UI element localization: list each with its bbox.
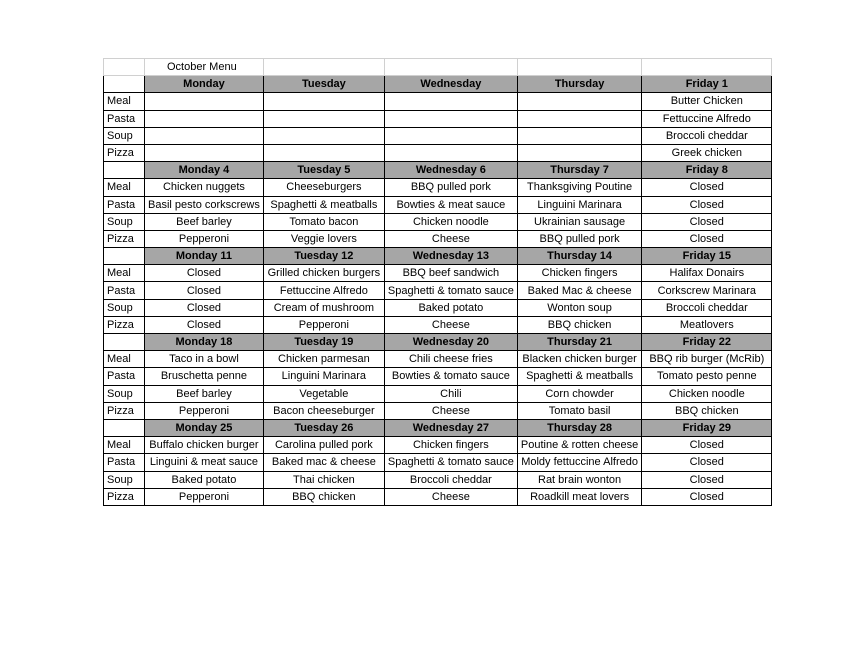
category-label: Pasta	[104, 196, 145, 213]
menu-item-cell: Closed	[145, 282, 264, 299]
menu-item-cell	[145, 93, 264, 110]
menu-item-cell: Linguini Marinara	[517, 196, 641, 213]
menu-item-cell: Closed	[145, 299, 264, 316]
title-row	[104, 59, 772, 76]
day-header: Monday	[145, 76, 264, 93]
menu-item-cell	[145, 144, 264, 161]
menu-item-cell: Roadkill meat lovers	[517, 488, 641, 505]
menu-item-cell: Baked potato	[384, 299, 517, 316]
menu-item-cell: Chili	[384, 385, 517, 402]
week-header-row	[104, 248, 772, 265]
menu-row-pizza	[104, 402, 772, 419]
menu-item-cell: Thanksgiving Poutine	[517, 179, 641, 196]
week-header-corner	[104, 248, 145, 265]
menu-item-cell	[145, 127, 264, 144]
week-header-row	[104, 334, 772, 351]
menu-item-cell: BBQ chicken	[517, 316, 641, 333]
menu-item-cell: Bacon cheeseburger	[263, 402, 384, 419]
menu-row-pizza	[104, 144, 772, 161]
week-header-corner	[104, 162, 145, 179]
menu-item-cell: Cheese	[384, 230, 517, 247]
menu-row-meal	[104, 93, 772, 110]
menu-item-cell: Veggie lovers	[263, 230, 384, 247]
menu-item-cell: Baked potato	[145, 471, 264, 488]
menu-item-cell: Bowties & meat sauce	[384, 196, 517, 213]
menu-row-pizza	[104, 316, 772, 333]
menu-row-meal	[104, 437, 772, 454]
menu-item-cell: Beef barley	[145, 385, 264, 402]
category-label: Soup	[104, 299, 145, 316]
menu-item-cell: Closed	[145, 316, 264, 333]
category-label: Pizza	[104, 316, 145, 333]
menu-item-cell	[263, 127, 384, 144]
menu-item-cell: Basil pesto corkscrews	[145, 196, 264, 213]
category-label: Meal	[104, 437, 145, 454]
menu-item-cell: Fettuccine Alfredo	[642, 110, 772, 127]
week-header-corner	[104, 419, 145, 436]
menu-item-cell: Closed	[642, 213, 772, 230]
menu-item-cell: Cheeseburgers	[263, 179, 384, 196]
menu-item-cell: Closed	[642, 179, 772, 196]
menu-item-cell: BBQ pulled pork	[517, 230, 641, 247]
category-label: Pizza	[104, 144, 145, 161]
day-header: Thursday 14	[517, 248, 641, 265]
title-blank-cell	[517, 59, 641, 76]
day-header: Monday 25	[145, 419, 264, 436]
menu-item-cell: Wonton soup	[517, 299, 641, 316]
menu-item-cell	[263, 110, 384, 127]
menu-row-soup	[104, 127, 772, 144]
menu-item-cell: Meatlovers	[642, 316, 772, 333]
menu-item-cell: Cream of mushroom	[263, 299, 384, 316]
menu-item-cell: Closed	[642, 454, 772, 471]
menu-item-cell: Pepperoni	[145, 488, 264, 505]
category-label: Meal	[104, 93, 145, 110]
menu-item-cell: BBQ chicken	[263, 488, 384, 505]
menu-row-pizza	[104, 488, 772, 505]
day-header: Thursday 21	[517, 334, 641, 351]
menu-row-meal	[104, 351, 772, 368]
menu-item-cell: Corkscrew Marinara	[642, 282, 772, 299]
menu-item-cell	[384, 144, 517, 161]
menu-item-cell	[384, 127, 517, 144]
day-header: Friday 8	[642, 162, 772, 179]
category-label: Meal	[104, 265, 145, 282]
menu-item-cell: Butter Chicken	[642, 93, 772, 110]
menu-item-cell: Corn chowder	[517, 385, 641, 402]
menu-item-cell: Baked Mac & cheese	[517, 282, 641, 299]
menu-item-cell: Tomato bacon	[263, 213, 384, 230]
menu-item-cell: Ukrainian sausage	[517, 213, 641, 230]
menu-item-cell: BBQ pulled pork	[384, 179, 517, 196]
menu-item-cell: Rat brain wonton	[517, 471, 641, 488]
day-header: Wednesday	[384, 76, 517, 93]
menu-item-cell: Fettuccine Alfredo	[263, 282, 384, 299]
category-label: Pasta	[104, 282, 145, 299]
category-label: Soup	[104, 127, 145, 144]
menu-item-cell: Linguini & meat sauce	[145, 454, 264, 471]
menu-row-pasta	[104, 196, 772, 213]
menu-row-soup	[104, 471, 772, 488]
title-blank-cell	[104, 59, 145, 76]
october-menu-table	[103, 58, 772, 506]
menu-item-cell: Moldy fettuccine Alfredo	[517, 454, 641, 471]
menu-row-meal	[104, 179, 772, 196]
category-label: Pizza	[104, 488, 145, 505]
category-label: Pasta	[104, 454, 145, 471]
menu-item-cell	[384, 93, 517, 110]
menu-item-cell: Taco in a bowl	[145, 351, 264, 368]
menu-row-soup	[104, 385, 772, 402]
day-header: Wednesday 13	[384, 248, 517, 265]
menu-item-cell: Cheese	[384, 316, 517, 333]
menu-row-pasta	[104, 110, 772, 127]
menu-item-cell	[145, 110, 264, 127]
day-header: Monday 4	[145, 162, 264, 179]
menu-item-cell: Greek chicken	[642, 144, 772, 161]
menu-item-cell: Closed	[642, 471, 772, 488]
week-header-row	[104, 419, 772, 436]
menu-item-cell: Beef barley	[145, 213, 264, 230]
category-label: Pasta	[104, 368, 145, 385]
menu-item-cell: Closed	[642, 488, 772, 505]
menu-item-cell	[517, 93, 641, 110]
week-header-row	[104, 162, 772, 179]
day-header: Tuesday 26	[263, 419, 384, 436]
day-header: Wednesday 6	[384, 162, 517, 179]
day-header: Friday 29	[642, 419, 772, 436]
category-label: Soup	[104, 385, 145, 402]
title-blank-cell	[642, 59, 772, 76]
menu-item-cell: Closed	[642, 196, 772, 213]
menu-item-cell: Linguini Marinara	[263, 368, 384, 385]
day-header: Tuesday 12	[263, 248, 384, 265]
menu-item-cell: Spaghetti & tomato sauce	[384, 282, 517, 299]
day-header: Wednesday 20	[384, 334, 517, 351]
menu-item-cell: Chicken noodle	[642, 385, 772, 402]
day-header: Monday 11	[145, 248, 264, 265]
menu-item-cell: Closed	[642, 437, 772, 454]
day-header: Wednesday 27	[384, 419, 517, 436]
menu-row-pasta	[104, 454, 772, 471]
category-label: Meal	[104, 179, 145, 196]
menu-item-cell: Tomato pesto penne	[642, 368, 772, 385]
menu-item-cell: Chicken parmesan	[263, 351, 384, 368]
day-header: Tuesday 19	[263, 334, 384, 351]
menu-item-cell	[517, 110, 641, 127]
menu-body	[104, 59, 772, 506]
menu-item-cell: Broccoli cheddar	[642, 299, 772, 316]
menu-row-pasta	[104, 282, 772, 299]
menu-item-cell: Poutine & rotten cheese	[517, 437, 641, 454]
menu-row-soup	[104, 213, 772, 230]
menu-row-meal	[104, 265, 772, 282]
menu-item-cell: Chili cheese fries	[384, 351, 517, 368]
category-label: Soup	[104, 213, 145, 230]
menu-item-cell: Grilled chicken burgers	[263, 265, 384, 282]
menu-item-cell	[263, 144, 384, 161]
menu-item-cell: Pepperoni	[145, 402, 264, 419]
menu-item-cell: Blacken chicken burger	[517, 351, 641, 368]
menu-item-cell: BBQ chicken	[642, 402, 772, 419]
menu-item-cell: Bruschetta penne	[145, 368, 264, 385]
menu-item-cell: Chicken noodle	[384, 213, 517, 230]
day-header: Friday 1	[642, 76, 772, 93]
menu-title: October Menu	[145, 59, 264, 76]
menu-item-cell: Spaghetti & meatballs	[263, 196, 384, 213]
menu-item-cell	[517, 144, 641, 161]
menu-item-cell: Vegetable	[263, 385, 384, 402]
category-label: Pasta	[104, 110, 145, 127]
day-header: Thursday 7	[517, 162, 641, 179]
menu-item-cell: Chicken fingers	[384, 437, 517, 454]
menu-item-cell: Pepperoni	[145, 230, 264, 247]
category-label: Soup	[104, 471, 145, 488]
week-header-row	[104, 76, 772, 93]
menu-item-cell: Spaghetti & tomato sauce	[384, 454, 517, 471]
week-header-corner	[104, 76, 145, 93]
menu-item-cell: Halifax Donairs	[642, 265, 772, 282]
menu-item-cell: BBQ rib burger (McRib)	[642, 351, 772, 368]
menu-item-cell	[517, 127, 641, 144]
menu-item-cell: Broccoli cheddar	[642, 127, 772, 144]
menu-row-soup	[104, 299, 772, 316]
menu-item-cell: BBQ beef sandwich	[384, 265, 517, 282]
menu-item-cell: Broccoli cheddar	[384, 471, 517, 488]
menu-item-cell: Carolina pulled pork	[263, 437, 384, 454]
day-header: Tuesday 5	[263, 162, 384, 179]
menu-item-cell: Thai chicken	[263, 471, 384, 488]
menu-item-cell: Closed	[642, 230, 772, 247]
menu-item-cell: Cheese	[384, 488, 517, 505]
menu-item-cell: Buffalo chicken burger	[145, 437, 264, 454]
menu-item-cell: Chicken fingers	[517, 265, 641, 282]
menu-item-cell	[263, 93, 384, 110]
menu-item-cell: Bowties & tomato sauce	[384, 368, 517, 385]
category-label: Meal	[104, 351, 145, 368]
menu-item-cell: Pepperoni	[263, 316, 384, 333]
menu-item-cell: Tomato basil	[517, 402, 641, 419]
day-header: Tuesday	[263, 76, 384, 93]
menu-item-cell: Chicken nuggets	[145, 179, 264, 196]
menu-row-pizza	[104, 230, 772, 247]
day-header: Thursday 28	[517, 419, 641, 436]
title-blank-cell	[384, 59, 517, 76]
menu-item-cell: Spaghetti & meatballs	[517, 368, 641, 385]
menu-item-cell: Cheese	[384, 402, 517, 419]
day-header: Friday 15	[642, 248, 772, 265]
menu-item-cell	[384, 110, 517, 127]
title-blank-cell	[263, 59, 384, 76]
menu-item-cell: Baked mac & cheese	[263, 454, 384, 471]
category-label: Pizza	[104, 230, 145, 247]
day-header: Monday 18	[145, 334, 264, 351]
day-header: Friday 22	[642, 334, 772, 351]
menu-row-pasta	[104, 368, 772, 385]
category-label: Pizza	[104, 402, 145, 419]
menu-item-cell: Closed	[145, 265, 264, 282]
day-header: Thursday	[517, 76, 641, 93]
week-header-corner	[104, 334, 145, 351]
